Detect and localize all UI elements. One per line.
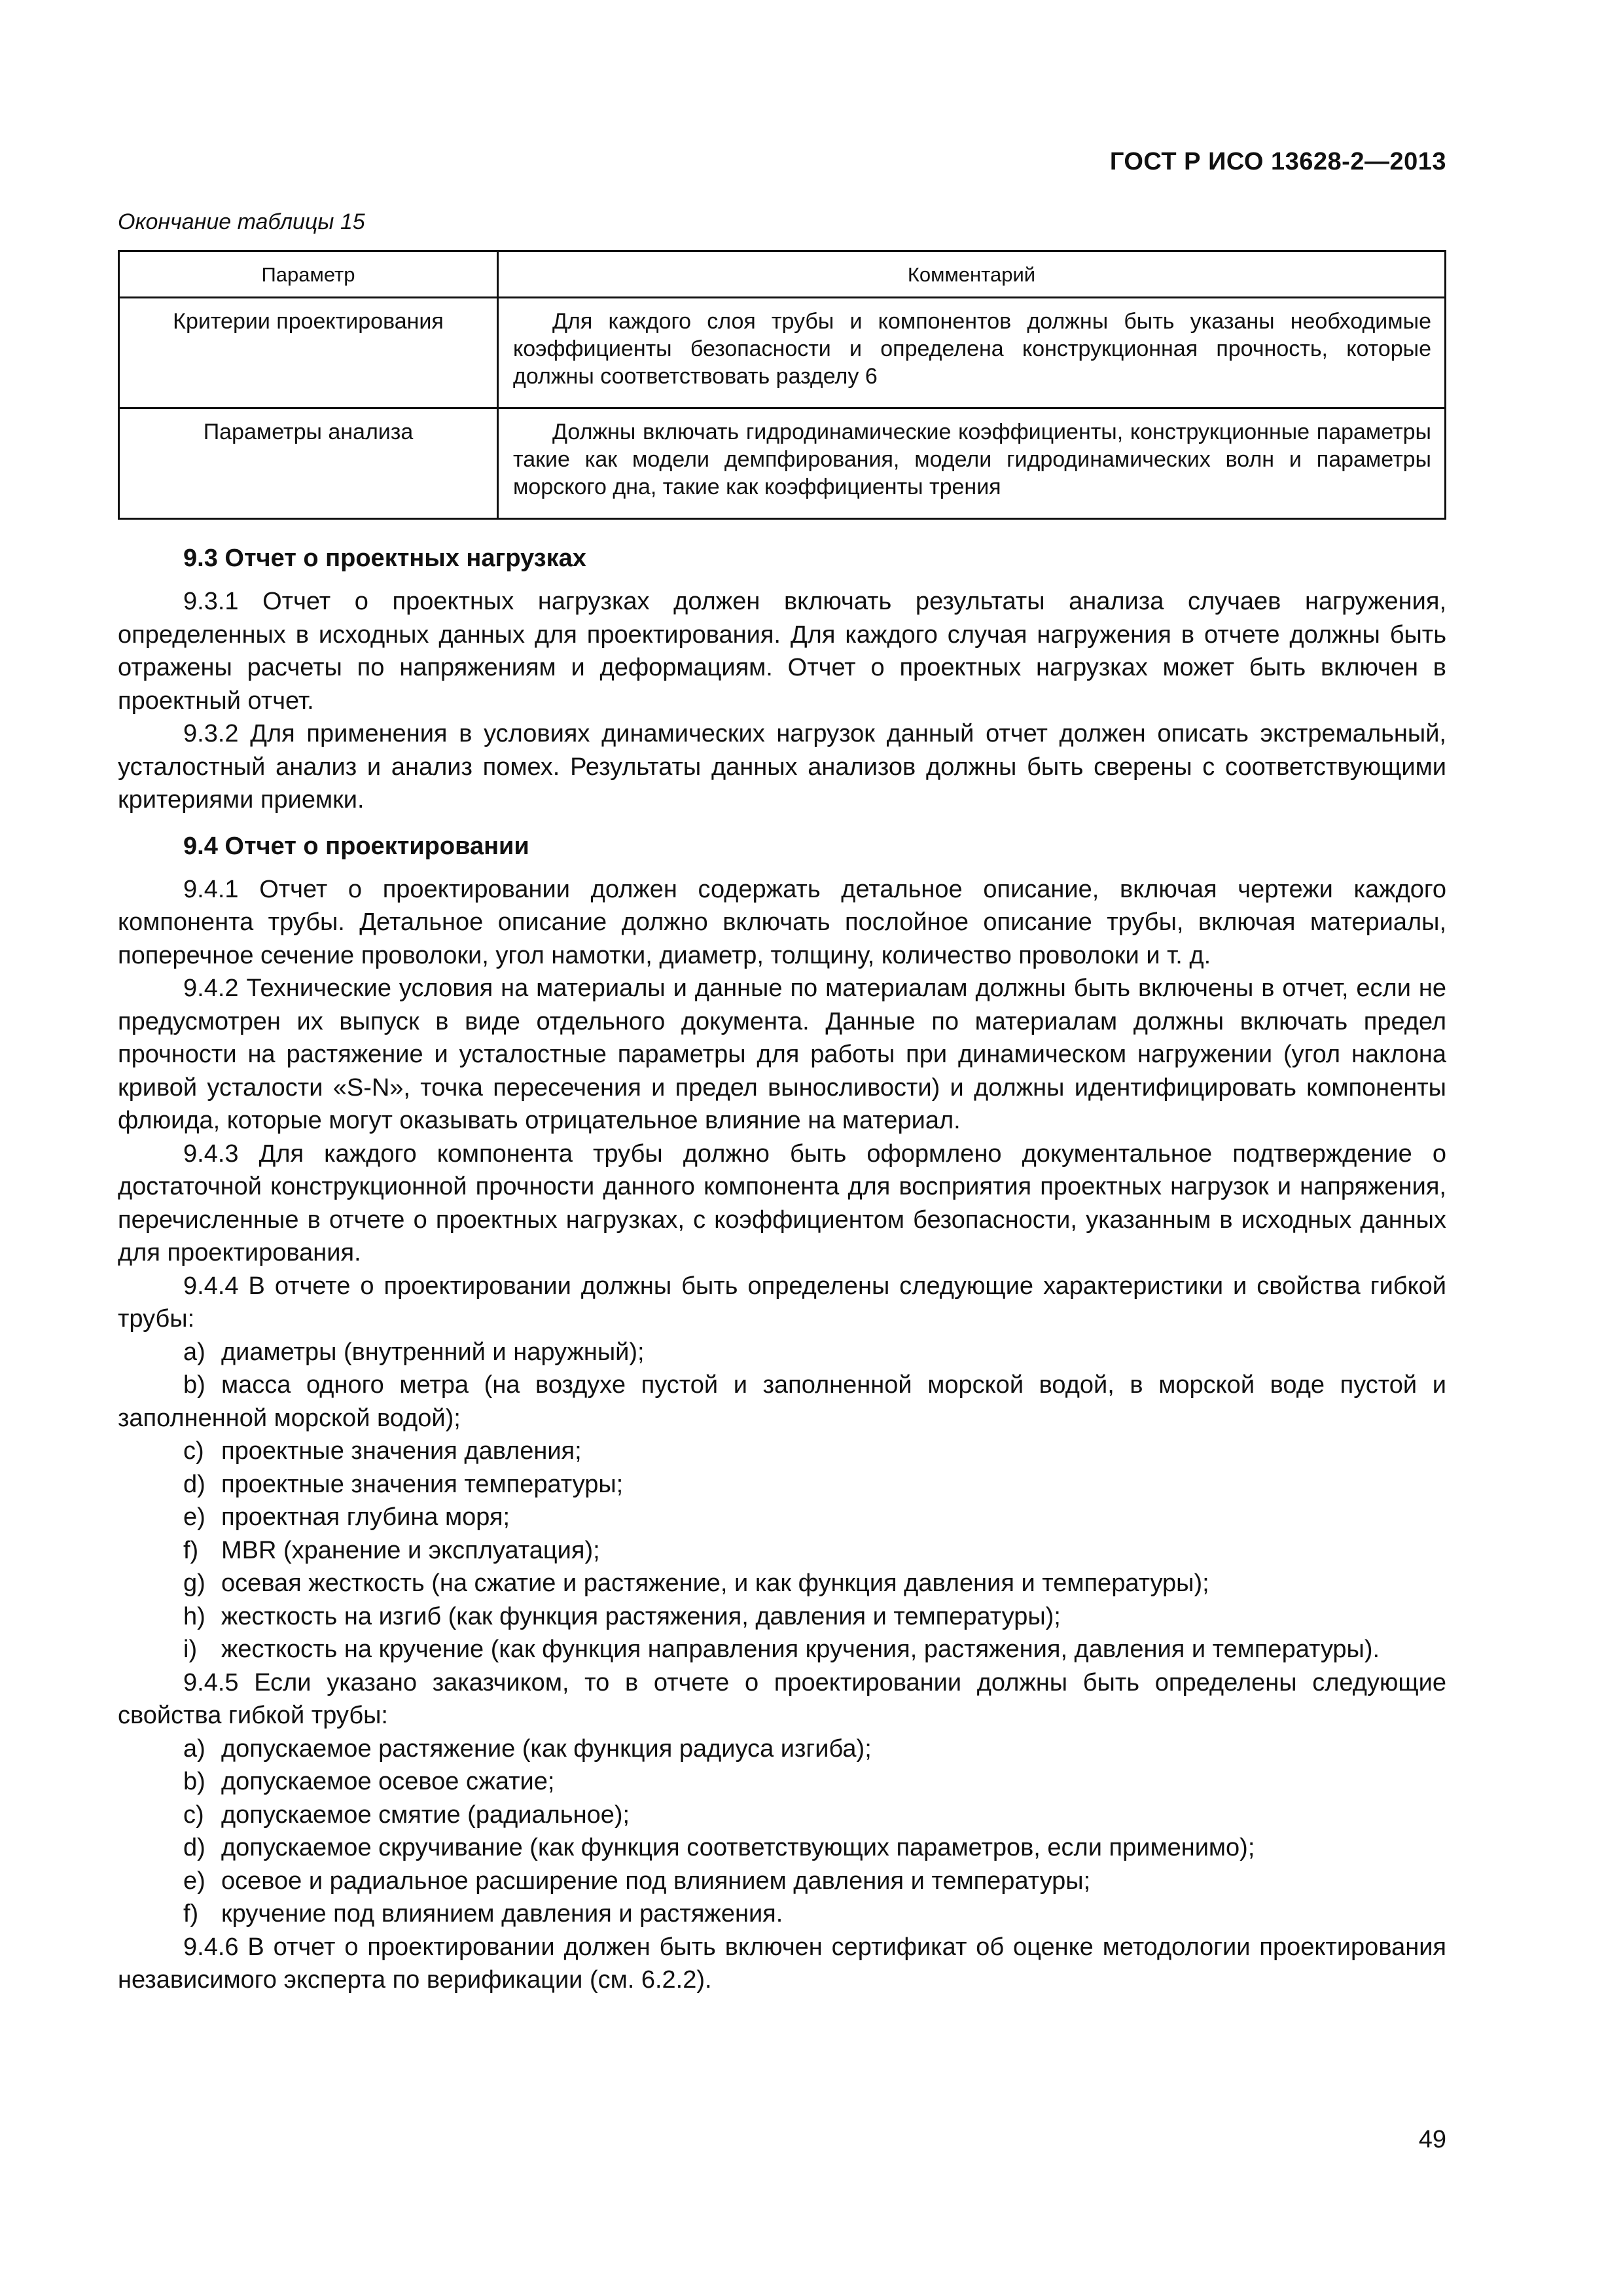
list-item-text: масса одного метра (на воздухе пустой и заполненной морской водой, в морской воде пустой и заполненной морской водой); — [118, 1371, 1446, 1432]
list-marker: e) — [183, 1503, 205, 1531]
list-item-text: допускаемое скручивание (как функция соответствующих параметров, если применимо); — [221, 1834, 1255, 1861]
list-marker: b) — [183, 1371, 205, 1399]
table-cell-comment: Для каждого слоя трубы и компонентов должны быть указаны необходимые коэффициенты безопасности и определена конструкционная прочность, которые должны соответствовать разделу 6 — [498, 298, 1446, 408]
paragraph-9-4-6: 9.4.6 В отчет о проектировании должен быть включен сертификат об оценке методологии проектирования независимого эксперта по верификации (см. 6.2.2). — [118, 1933, 1446, 1994]
list-item — [118, 1897, 1446, 1931]
paragraph-9-4-1: 9.4.1 Отчет о проектировании должен содержать детальное описание, включая чертежи каждого компонента трубы. Детальное описание должно включать послойное описание трубы, включая материалы, поперечное сечение проволоки, угол намотки, диаметр, толщину, количество проволоки и т. д. — [118, 875, 1446, 969]
paragraph-9-3-2: 9.3.2 Для применения в условиях динамических нагрузок данный отчет должен описать экстремальный, усталостный анализ и анализ помех. Результаты данных анализов должны быть сверены с соответствующими критериями приемки. — [118, 720, 1446, 814]
list-item-text: допускаемое осевое сжатие; — [221, 1768, 555, 1795]
list-item-text: проектная глубина моря; — [221, 1503, 510, 1531]
list-9-4-4 — [118, 1336, 1446, 1666]
list-marker: g) — [183, 1570, 205, 1597]
list-item-text: допускаемое растяжение (как функция радиуса изгиба); — [221, 1734, 872, 1763]
list-item-text: жесткость на изгиб (как функция растяжения, давления и температуры); — [221, 1602, 1061, 1630]
list-marker: i) — [183, 1636, 198, 1663]
list-marker: a) — [183, 1734, 205, 1763]
table-row — [119, 408, 1446, 519]
list-item — [118, 1435, 1446, 1468]
table-cell-parameter: Критерии проектирования — [119, 298, 498, 408]
list-marker: f) — [183, 1900, 199, 1928]
table-caption: Окончание таблицы 15 — [118, 209, 365, 234]
list-item-text: проектные значения температуры; — [221, 1470, 624, 1498]
list-item — [118, 1799, 1446, 1832]
list-item-text: жесткость на кручение (как функция направления кручения, растяжения, давления и температуры). — [221, 1636, 1380, 1663]
paragraph-9-4-5: 9.4.5 Если указано заказчиком, то в отчете о проектировании должны быть определены следующие свойства гибкой трубы: — [118, 1668, 1446, 1729]
list-marker: h) — [183, 1602, 205, 1630]
list-item — [118, 1865, 1446, 1898]
list-item — [118, 1468, 1446, 1501]
list-marker: e) — [183, 1867, 205, 1895]
list-marker: c) — [183, 1801, 204, 1829]
list-item-text: проектные значения давления; — [221, 1437, 582, 1465]
table-row — [119, 298, 1446, 408]
list-item-text: кручение под влиянием давления и растяжения. — [221, 1900, 783, 1928]
paragraph-9-4-4: 9.4.4 В отчете о проектировании должны быть определены следующие характеристики и свойства гибкой трубы: — [118, 1272, 1446, 1333]
list-item — [118, 1336, 1446, 1369]
list-item-text: осевое и радиальное расширение под влиянием давления и температуры; — [221, 1867, 1091, 1895]
list-item — [118, 1831, 1446, 1865]
list-marker: c) — [183, 1437, 204, 1465]
section-heading-9-4: 9.4 Отчет о проектировании — [183, 832, 529, 860]
list-item-text: диаметры (внутренний и наружный); — [221, 1338, 645, 1366]
list-item — [118, 1534, 1446, 1568]
list-item — [118, 1369, 1446, 1435]
table-header-parameter: Параметр — [119, 251, 498, 298]
paragraph-9-4-2: 9.4.2 Технические условия на материалы и данные по материалам должны быть включены в отчет, если не предусмотрен их выпуск в виде отдельного документа. Данные по материалам должны включать предел прочности на растяжение и усталостные параметры для работы при динамическом нагружении (угол наклона кривой усталости «S-N», точка пересечения и предел выносливости) и должны идентифицировать компоненты флюида, которые могут оказывать отрицательное влияние на материал. — [118, 975, 1446, 1134]
document-body — [118, 542, 1446, 1997]
parameters-table — [118, 250, 1446, 520]
paragraph-9-4-3: 9.4.3 Для каждого компонента трубы должно быть оформлено документальное подтверждение о достаточной конструкционной прочности данного компонента для восприятия проектных нагрузок и напряжения, перечисленные в отчете о проектных нагрузках, с коэффициентом безопасности, указанным в исходных данных для проектирования. — [118, 1139, 1446, 1266]
list-marker: b) — [183, 1768, 205, 1795]
document-code: ГОСТ Р ИСО 13628-2—2013 — [1109, 148, 1446, 175]
section-heading-9-3: 9.3 Отчет о проектных нагрузках — [183, 545, 586, 572]
list-marker: d) — [183, 1834, 205, 1861]
list-item-text: осевая жесткость (на сжатие и растяжение, и как функция давления и температуры); — [221, 1570, 1209, 1597]
list-9-4-5 — [118, 1732, 1446, 1931]
page-number: 49 — [1418, 2126, 1446, 2153]
table-cell-parameter: Параметры анализа — [119, 408, 498, 519]
paragraph-9-3-1: 9.3.1 Отчет о проектных нагрузках должен включать результаты анализа случаев нагружения, определенных в исходных данных для проектирования. Для каждого случая нагружения в отчете должны быть отражены расчеты по напряжениям и деформациям. Отчет о проектных нагрузках может быть включен в проектный отчет. — [118, 588, 1446, 715]
table-header-comment: Комментарий — [498, 251, 1446, 298]
list-item-text: MBR (хранение и эксплуатация); — [221, 1536, 600, 1564]
table-header-row — [119, 251, 1446, 298]
list-item — [118, 1633, 1446, 1666]
list-item — [118, 1600, 1446, 1634]
list-item-text: допускаемое смятие (радиальное); — [221, 1801, 630, 1829]
list-item — [118, 1567, 1446, 1600]
list-marker: f) — [183, 1536, 199, 1564]
list-marker: d) — [183, 1470, 205, 1498]
list-item — [118, 1765, 1446, 1799]
list-marker: a) — [183, 1338, 205, 1366]
list-item — [118, 1732, 1446, 1766]
table-cell-comment: Должны включать гидродинамические коэффициенты, конструкционные параметры такие как модели демпфирования, модели гидродинамических волн и параметры морского дна, такие как коэффициенты трения — [498, 408, 1446, 519]
list-item — [118, 1501, 1446, 1534]
